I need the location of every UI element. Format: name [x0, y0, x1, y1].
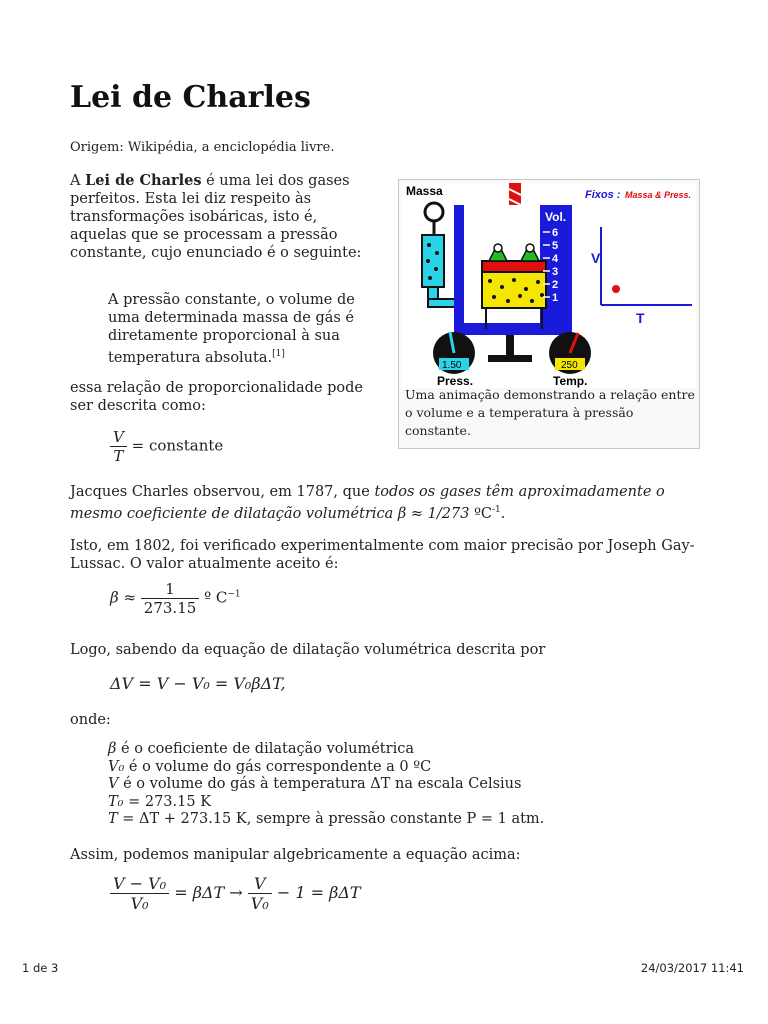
eq2-denominator: 273.15	[143, 599, 197, 617]
syringe	[422, 235, 444, 287]
intro-prefix: A	[70, 173, 86, 189]
law-quote	[108, 291, 378, 367]
p4-italic: todos os gases têm aproximadamente o mesmo coeficiente de dilatação volumétrica β ≈ 1/273	[70, 484, 665, 522]
label-vol: Vol.	[545, 210, 567, 224]
eq2-numerator: 1	[141, 580, 200, 599]
page-title: Lei de Charles	[70, 80, 311, 115]
definition-item: β é o coeficiente de dilatação volumétrica	[108, 741, 414, 757]
eq2-sup: −1	[227, 589, 241, 600]
p5-end: . O valor atualmente aceito é:	[120, 556, 339, 572]
axis-t-label: T	[636, 310, 645, 326]
definition-item: V é o volume do gás à temperatura ΔT na escala Celsius	[108, 776, 522, 792]
p5-prefix: Isto, em 1802, foi verificado experimentalmente com maior precisão por	[70, 538, 608, 554]
p4-unit: ºC	[474, 505, 492, 522]
definition-item: V₀ é o volume do gás correspondente a 0 ºC	[108, 758, 432, 775]
tick-6: 6	[552, 227, 559, 239]
charles-observation-paragraph	[70, 483, 700, 523]
print-datetime: 24/03/2017 11:41	[640, 961, 744, 975]
definitions-list	[108, 741, 544, 829]
equation-algebra	[110, 874, 361, 913]
label-temp: Temp.	[553, 374, 588, 388]
gay-lussac-paragraph	[70, 537, 700, 573]
eq2-lhs: β ≈	[110, 588, 137, 607]
eq4-num1: V − V₀	[110, 874, 169, 894]
dilation-paragraph: Logo, sabendo da equação de dilatação volumétrica descrita por	[70, 642, 546, 658]
origin-note: Origem: Wikipédia, a enciclopédia livre.	[70, 140, 335, 155]
label-press: Press.	[437, 374, 474, 388]
label-fixos-sub: Massa & Press.	[625, 190, 692, 200]
definition-item: T₀ = 273.15 K	[108, 793, 212, 810]
equation-charles	[110, 428, 223, 465]
eq4-mid: = βΔT →	[174, 883, 243, 902]
intro-paragraph	[70, 172, 375, 262]
eq1-denominator: T	[113, 447, 124, 465]
piston	[482, 261, 546, 272]
label-massa: Massa	[406, 184, 443, 198]
figure-caption: Uma animação demonstrando a relação entre o volume e a temperatura à pressão constante.	[405, 387, 695, 438]
axis-v-label: V	[591, 250, 601, 266]
eq4-den2: V₀	[250, 894, 269, 913]
lei-de-charles-link[interactable]: Lei de Charles	[85, 172, 202, 189]
gay-lussac-link[interactable]: Joseph Gay-Lussac	[70, 538, 695, 572]
definition-item: T = ΔT + 273.15 K, sempre à pressão constante P = 1 atm.	[108, 811, 545, 827]
gas-chamber	[482, 272, 546, 308]
gauge-press-value: 1.50	[442, 360, 462, 371]
onde-label: onde:	[70, 712, 111, 728]
stand	[488, 355, 532, 362]
quote-text: A pressão constante, o volume de uma determinada massa de gás é diretamente proporcional à sua temperatura absoluta.	[108, 292, 355, 366]
volume-ticks	[552, 227, 559, 304]
eq1-numerator: V	[110, 428, 127, 447]
tick-1: 1	[552, 292, 559, 304]
figure-box	[398, 179, 700, 449]
equation-dilation: ΔV = V − V₀ = V₀βΔT,	[110, 674, 286, 693]
tick-3: 3	[552, 266, 559, 278]
eq4-num2: V	[248, 874, 272, 894]
tick-5: 5	[552, 240, 559, 252]
intro-rest: é uma lei dos gases perfeitos. Esta lei diz respeito às transformações isobáricas, isto é, aquelas que se processam a pressão constante, cujo enunciado é o seguinte:	[70, 173, 362, 261]
intro2-paragraph: essa relação de proporcionalidade pode ser descrita como:	[70, 380, 363, 414]
page-number: 1 de 3	[22, 961, 59, 975]
algebra-paragraph: Assim, podemos manipular algebricamente a equação acima:	[70, 847, 521, 863]
eq4-den1: V₀	[130, 894, 149, 913]
eq2-unit: º C	[204, 588, 228, 607]
charles-law-animation	[402, 183, 696, 388]
eq4-end: − 1 = βΔT	[276, 883, 361, 902]
p4-prefix: Jacques Charles observou, em 1787, que	[70, 484, 375, 500]
equation-beta	[110, 580, 241, 617]
tick-2: 2	[552, 279, 559, 291]
reference-link[interactable]: [1]	[272, 349, 285, 359]
tick-4: 4	[552, 253, 559, 265]
p4-end: .	[500, 505, 506, 522]
label-fixos: Fixos :	[585, 189, 621, 201]
eq1-rest: = constante	[131, 436, 224, 455]
graph-point	[612, 285, 620, 293]
gauge-temp-value: 250	[561, 360, 578, 371]
p4-sup: -1	[491, 505, 501, 515]
